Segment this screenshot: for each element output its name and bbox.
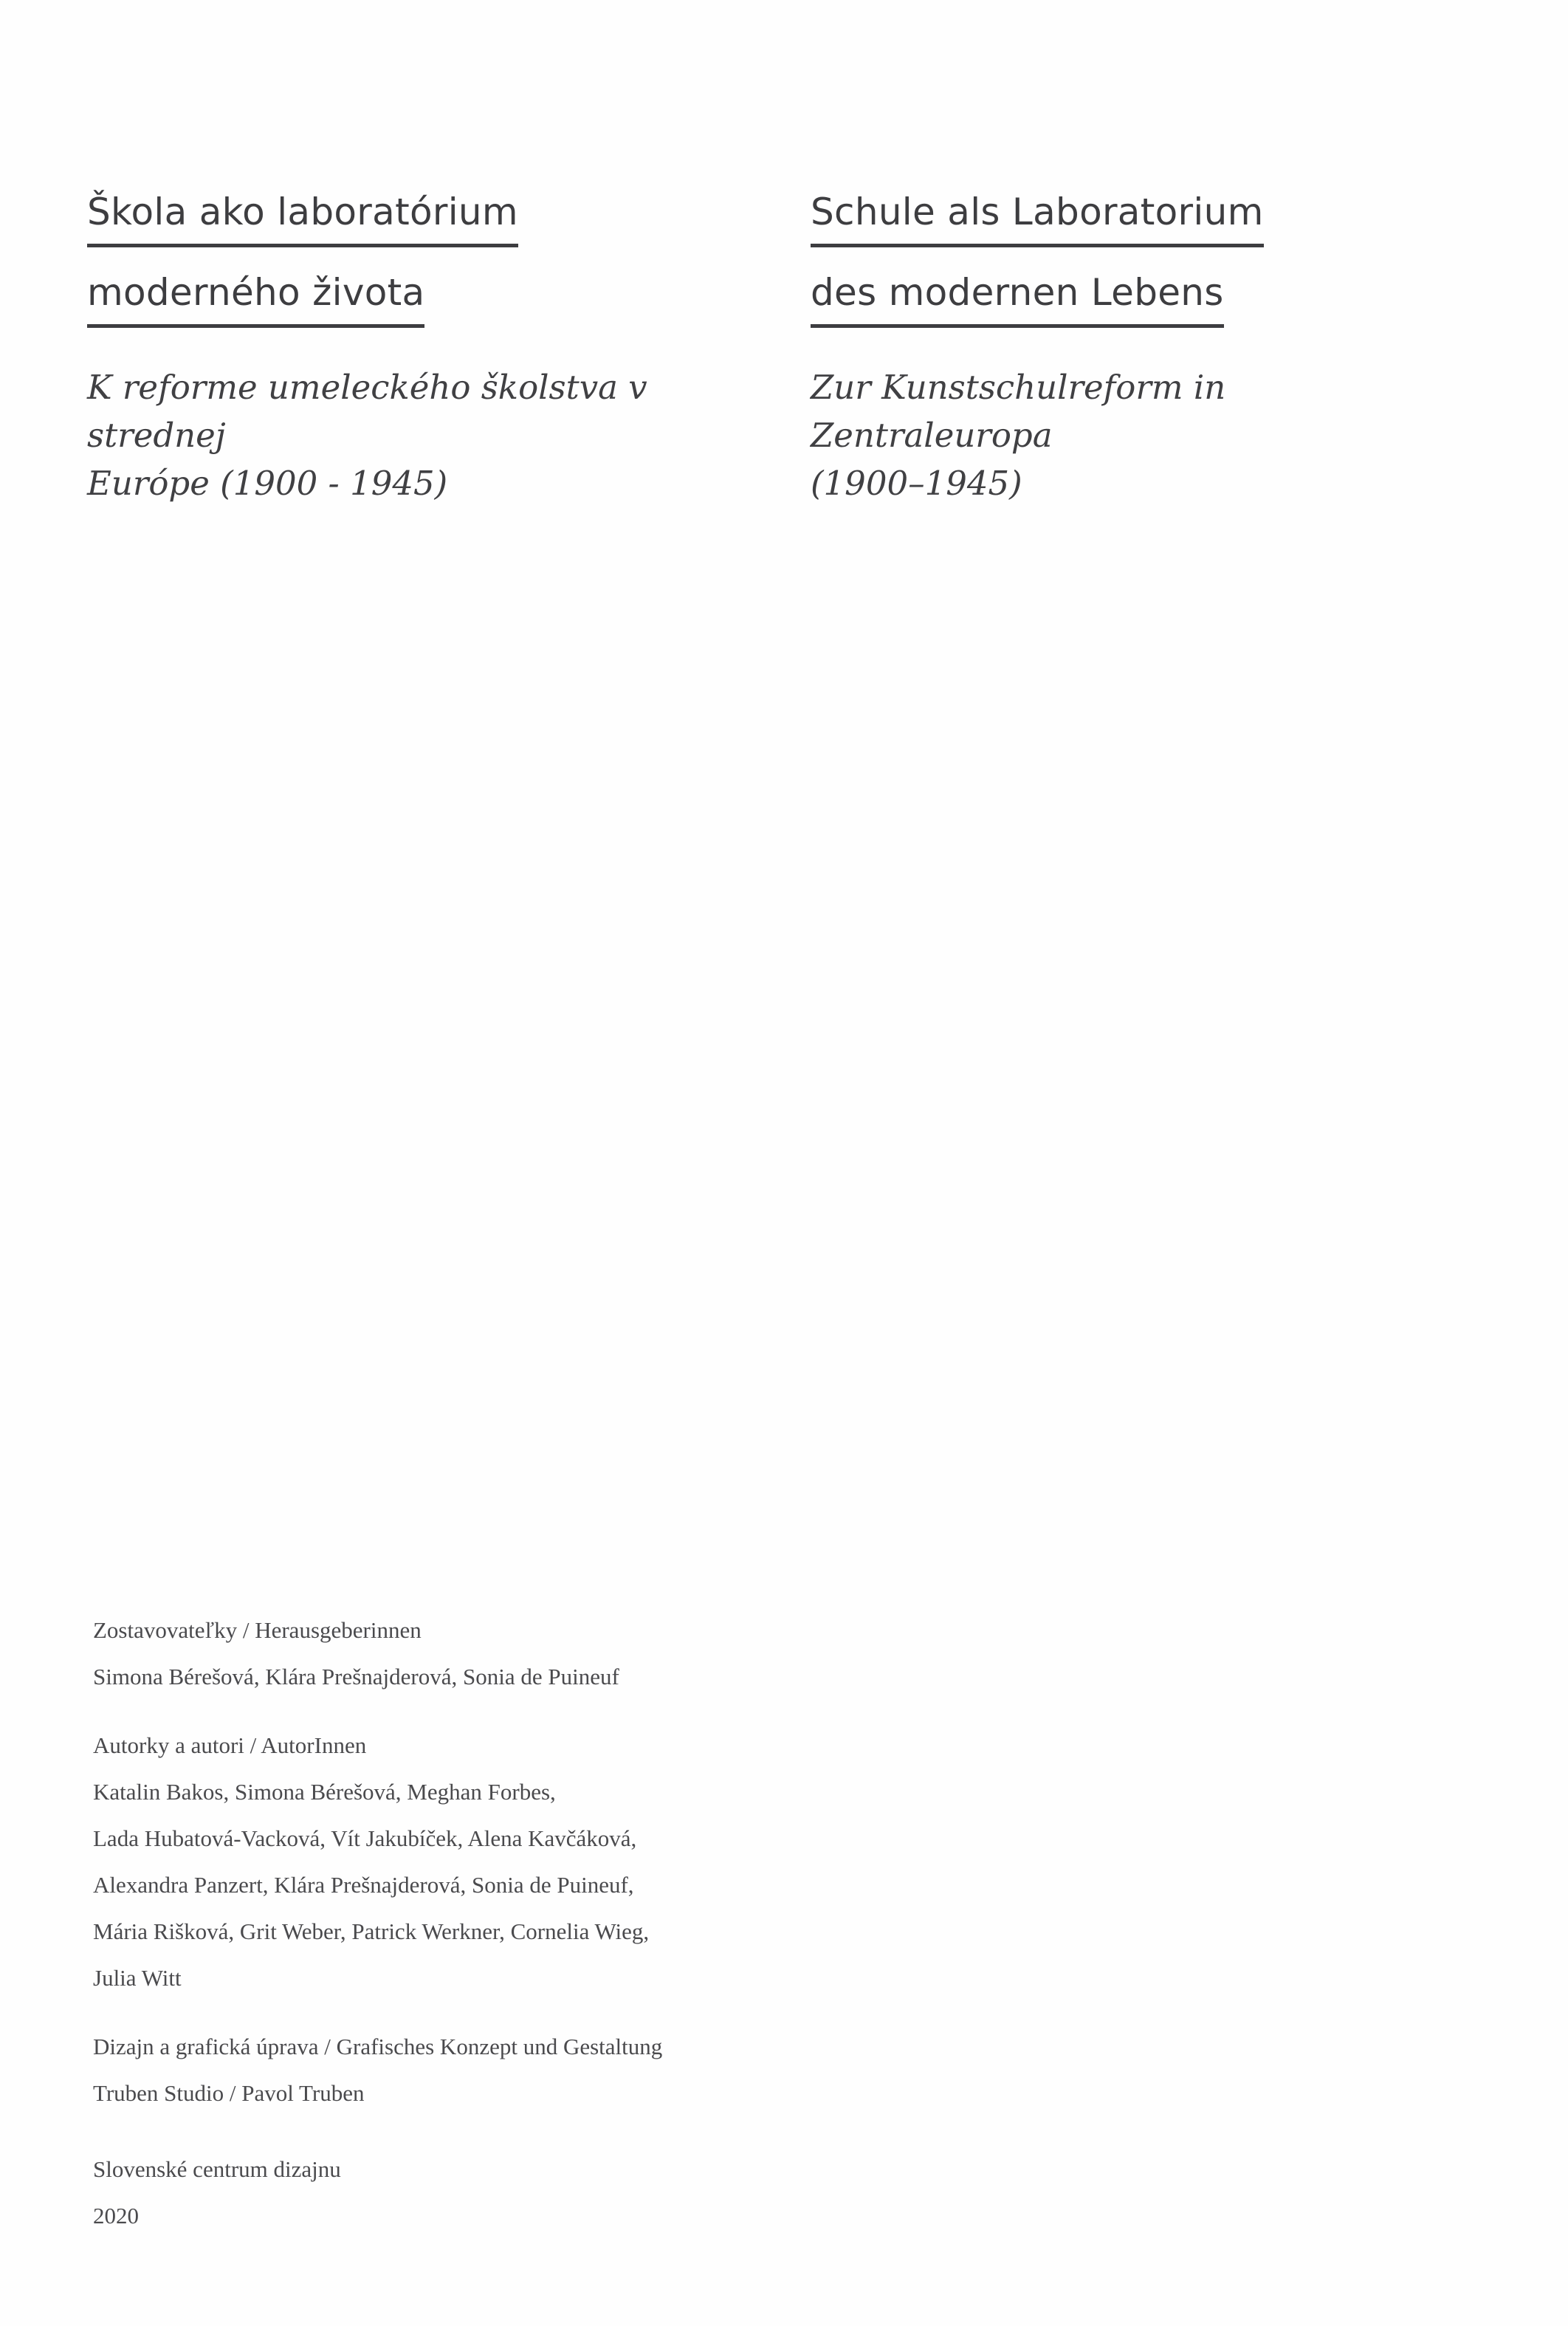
authors-line: Lada Hubatová-Vacková, Vít Jakubíček, Alena Kavčáková, xyxy=(93,1825,637,1851)
german-subtitle-line-2: (1900–1945) xyxy=(811,464,1022,503)
slovak-subtitle-line-2: Európe (1900 - 1945) xyxy=(87,464,448,503)
editors-block xyxy=(93,1607,662,1700)
authors-block xyxy=(93,1722,662,2001)
german-title-line-1: Schule als Laboratorium xyxy=(811,191,1264,247)
german-subtitle xyxy=(811,363,1460,507)
design-label: Dizajn a grafická úprava / Grafisches Konzept und Gestaltung xyxy=(93,2034,663,2059)
publisher-name: Slovenské centrum dizajnu xyxy=(93,2156,341,2182)
authors-line: Katalin Bakos, Simona Bérešová, Meghan Forbes, xyxy=(93,1779,556,1805)
authors-line: Alexandra Panzert, Klára Prešnajderová, Sonia de Puineuf, xyxy=(93,1872,634,1898)
authors-line: Julia Witt xyxy=(93,1965,182,1991)
authors-label: Autorky a autori / AutorInnen xyxy=(93,1732,367,1758)
slovak-title-block xyxy=(87,191,737,507)
editors-label: Zostavovateľky / Herausgeberinnen xyxy=(93,1617,422,1643)
authors-line: Mária Rišková, Grit Weber, Patrick Werkner, Cornelia Wieg, xyxy=(93,1918,650,1944)
publication-year: 2020 xyxy=(93,2203,139,2229)
slovak-subtitle xyxy=(87,363,737,507)
editors-names: Simona Bérešová, Klára Prešnajderová, Sonia de Puineuf xyxy=(93,1664,619,1689)
slovak-title-line-2: moderného života xyxy=(87,271,424,328)
german-title-block xyxy=(811,191,1460,507)
slovak-subtitle-line-1: K reforme umeleckého školstva v strednej xyxy=(87,368,647,455)
design-block xyxy=(93,2023,662,2116)
credits-section xyxy=(93,1607,662,2261)
german-subtitle-line-1: Zur Kunstschulreform in Zentraleuropa xyxy=(811,368,1226,455)
design-names: Truben Studio / Pavol Truben xyxy=(93,2080,365,2106)
german-title-line-2: des modernen Lebens xyxy=(811,271,1224,328)
slovak-title-line-1: Škola ako laboratórium xyxy=(87,191,518,247)
publisher-block xyxy=(93,2146,662,2239)
